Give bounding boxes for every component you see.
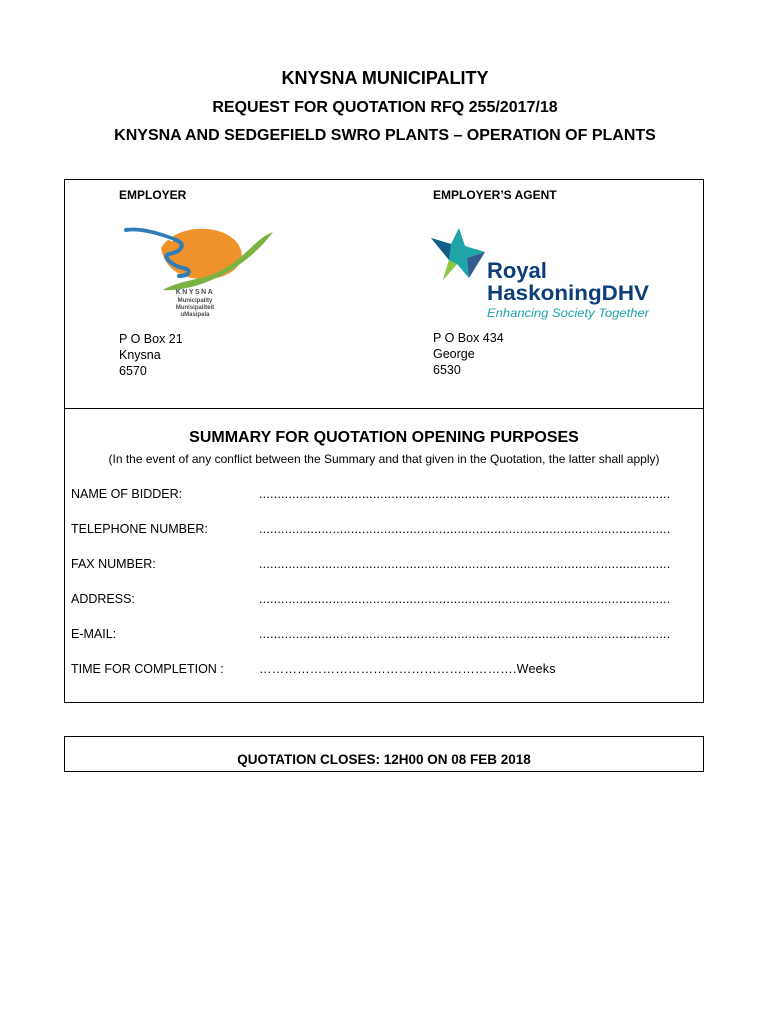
email-field[interactable]: ................................................................................................................ [259, 627, 671, 641]
fax-row [71, 557, 691, 573]
telephone-row [71, 522, 691, 538]
knysna-municipality-logo [121, 220, 281, 320]
completion-time-row [71, 662, 691, 678]
bidder-name-field[interactable]: ................................................................................................................ [259, 487, 671, 501]
employer-heading: EMPLOYER [119, 188, 187, 202]
rhdhv-star-icon [431, 228, 485, 280]
summary-title: SUMMARY FOR QUOTATION OPENING PURPOSES [189, 429, 579, 446]
employer-address-line: P O Box 21 [119, 332, 183, 346]
project-title: KNYSNA AND SEDGEFIELD SWRO PLANTS – OPERATION OF PLANTS [114, 127, 656, 144]
address-field[interactable]: ................................................................................................................ [259, 592, 671, 606]
agent-address-line: 6530 [433, 363, 461, 377]
royal-haskoningdhv-logo [429, 226, 659, 322]
knysna-logo-line2: Municipality [177, 298, 213, 304]
rhdhv-royal-text: Royal [487, 258, 547, 283]
closing-box [64, 736, 704, 772]
agent-address [433, 330, 504, 378]
telephone-field[interactable]: ................................................................................................................ [259, 522, 671, 536]
rfq-number: REQUEST FOR QUOTATION RFQ 255/2017/18 [212, 99, 558, 116]
field-label: TIME FOR COMPLETION : [71, 662, 224, 676]
field-label: E-MAIL: [71, 627, 117, 641]
agent-address-line: George [433, 347, 475, 361]
knysna-logo-line4: uMasipala [180, 312, 210, 318]
agent-heading: EMPLOYER’S AGENT [433, 188, 557, 202]
field-label: NAME OF BIDDER: [71, 487, 183, 501]
address-row [71, 592, 691, 608]
field-label: FAX NUMBER: [71, 557, 156, 571]
summary-note: (In the event of any conflict between the Summary and that given in the Quotation, the latter shall apply) [108, 452, 660, 466]
field-label: TELEPHONE NUMBER: [71, 522, 208, 536]
employer-address-line: Knysna [119, 348, 161, 362]
knysna-logo-line3: Munisipaliteit [175, 305, 215, 311]
rhdhv-tagline-text: Enhancing Society Together [487, 306, 651, 320]
bidder-name-row [71, 487, 691, 503]
closing-date-text: QUOTATION CLOSES: 12H00 ON 08 FEB 2018 [237, 752, 531, 767]
parties-box [64, 179, 704, 409]
rhdhv-name-text: HaskoningDHV [487, 282, 649, 305]
knysna-logo-name: KNYSNA [175, 289, 215, 296]
fax-field[interactable]: ................................................................................................................ [259, 557, 671, 571]
document-title: KNYSNA MUNICIPALITY [281, 68, 489, 88]
agent-address-line: P O Box 434 [433, 331, 504, 345]
email-row [71, 627, 691, 643]
summary-box [64, 408, 704, 703]
field-label: ADDRESS: [71, 592, 135, 606]
employer-address-line: 6570 [119, 364, 147, 378]
employer-address [119, 331, 183, 379]
completion-time-field[interactable]: …………………………………………………….Weeks [259, 662, 556, 676]
